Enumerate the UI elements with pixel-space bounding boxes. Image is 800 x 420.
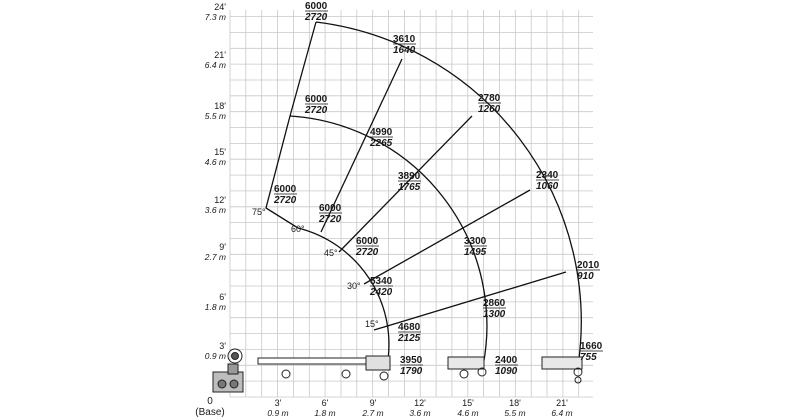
- capacity-labels: [273, 1, 603, 377]
- capacity-kg: 1640: [393, 45, 416, 56]
- x-tick-m: 6.4 m: [551, 408, 573, 418]
- capacity-kg: 2720: [305, 105, 328, 116]
- capacity-lb: 2860: [483, 298, 506, 309]
- y-tick-m: 1.8 m: [204, 302, 226, 312]
- range-arcs: [266, 22, 581, 366]
- capacity-lb: 1660: [580, 341, 603, 352]
- boom-arm: [258, 358, 366, 364]
- capacity-kg: 1090: [495, 366, 518, 377]
- x-tick-ft: 3': [274, 398, 282, 408]
- capacity-lb: 3890: [398, 171, 421, 182]
- x-tick-m: 4.6 m: [457, 408, 479, 418]
- capacity-kg: 2720: [356, 247, 379, 258]
- machine-base: [213, 372, 243, 392]
- y-axis: [204, 2, 227, 361]
- y-tick-m: 4.6 m: [204, 157, 226, 167]
- capacity-lb: 6000: [319, 203, 342, 214]
- capacity-kg: 1260: [478, 104, 501, 115]
- capacity-lb: 2780: [478, 93, 501, 104]
- capacity-kg: 2125: [398, 333, 421, 344]
- capacity-lb: 6000: [356, 236, 379, 247]
- y-tick-ft: 9': [219, 242, 226, 252]
- attachment-far: [542, 357, 582, 369]
- x-tick-ft: 15': [462, 398, 474, 408]
- capacity-kg: 2420: [370, 287, 393, 298]
- capacity-lb: 2400: [495, 355, 518, 366]
- arc-outer: [316, 22, 581, 366]
- x-tick-ft: 12': [414, 398, 426, 408]
- x-axis: [267, 398, 572, 418]
- y-tick-m: 7.3 m: [204, 12, 226, 22]
- angle-label: 75°: [252, 207, 266, 217]
- capacity-kg: 2720: [305, 12, 328, 23]
- machine-illustration: [213, 349, 582, 392]
- angle-label: 60°: [291, 224, 305, 234]
- x-tick-m: 3.6 m: [409, 408, 431, 418]
- angle-label: 15°: [365, 319, 379, 329]
- y-tick-m: 3.6 m: [204, 205, 226, 215]
- capacity-lb: 3950: [400, 355, 423, 366]
- capacity-lb: 3610: [393, 34, 416, 45]
- attachment-mid: [448, 357, 484, 369]
- y-tick-ft: 21': [214, 50, 226, 60]
- angle-label: 45°: [324, 248, 338, 258]
- y-tick-ft: 6': [219, 292, 226, 302]
- angle-labels: [252, 207, 379, 329]
- x-tick-m: 2.7 m: [362, 408, 384, 418]
- y-tick-ft: 18': [214, 101, 226, 111]
- capacity-lb: 6000: [305, 1, 328, 12]
- angle-label: 30°: [347, 281, 361, 291]
- origin-labels: [195, 396, 224, 418]
- x-tick-m: 5.5 m: [504, 408, 526, 418]
- capacity-kg: 1060: [536, 181, 559, 192]
- x-tick-m: 1.8 m: [314, 408, 336, 418]
- capacity-kg: 1765: [398, 182, 421, 193]
- capacity-lb: 6000: [274, 184, 297, 195]
- capacity-kg: 910: [577, 271, 594, 282]
- capacity-lb: 5340: [370, 276, 393, 287]
- x-tick-ft: 18': [509, 398, 521, 408]
- capacity-kg: 1300: [483, 309, 506, 320]
- capacity-kg: 2720: [319, 214, 342, 225]
- x-tick-ft: 9': [369, 398, 377, 408]
- y-tick-ft: 24': [214, 2, 226, 12]
- y-tick-ft: 3': [219, 341, 226, 351]
- y-tick-m: 5.5 m: [204, 111, 226, 121]
- x-tick-m: 0.9 m: [267, 408, 289, 418]
- capacity-kg: 1790: [400, 366, 423, 377]
- capacity-lb: 3300: [464, 236, 487, 247]
- base-label: (Base): [195, 407, 225, 418]
- capacity-kg: 2720: [274, 195, 297, 206]
- capacity-kg: 755: [580, 352, 597, 363]
- x-tick-ft: 6': [321, 398, 329, 408]
- y-tick-ft: 15': [214, 147, 226, 157]
- x-tick-ft: 21': [556, 398, 568, 408]
- capacity-lb: 4990: [370, 127, 393, 138]
- capacity-lb: 6000: [305, 94, 328, 105]
- capacity-lb: 4680: [398, 322, 421, 333]
- origin-label: 0: [207, 396, 213, 407]
- capacity-lb: 2340: [536, 170, 559, 181]
- y-tick-m: 2.7 m: [204, 252, 226, 262]
- y-tick-ft: 12': [214, 195, 226, 205]
- y-tick-m: 6.4 m: [204, 60, 226, 70]
- capacity-kg: 2265: [370, 138, 393, 149]
- capacity-lb: 2010: [577, 260, 600, 271]
- y-tick-m: 0.9 m: [204, 351, 226, 361]
- capacity-kg: 1495: [464, 247, 487, 258]
